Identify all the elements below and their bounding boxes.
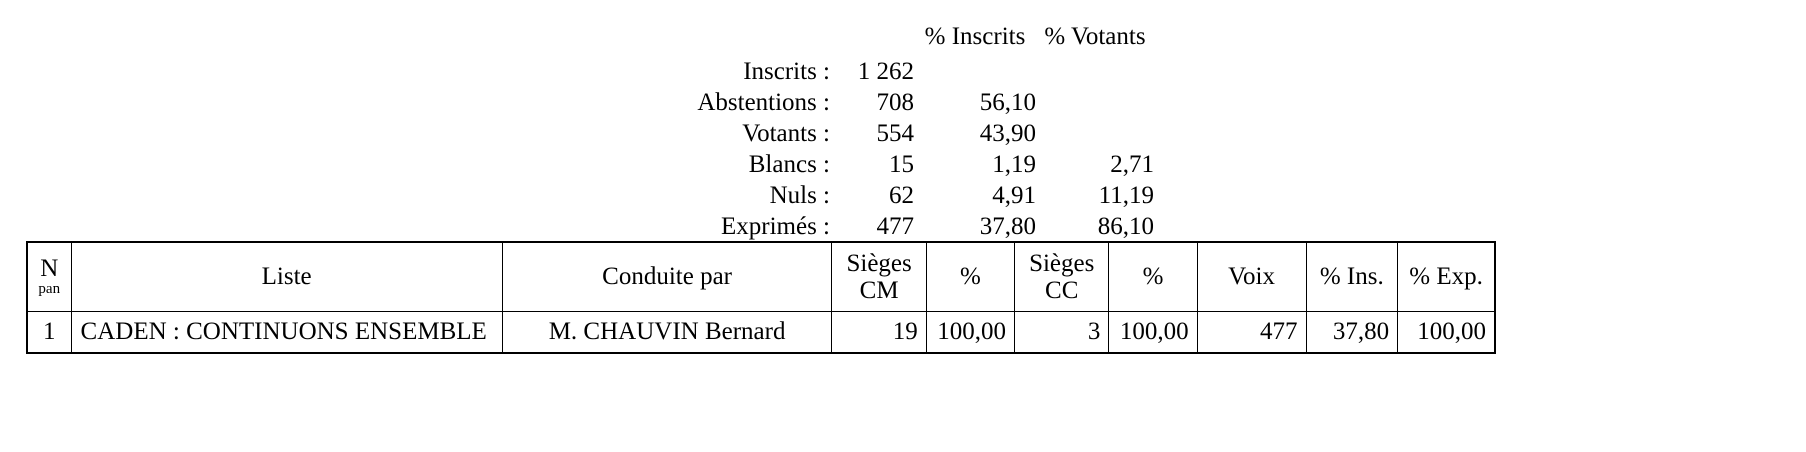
summary-pct-votants: 2,71 xyxy=(1110,151,1154,178)
cell-sieges-cc: 3 xyxy=(1015,312,1109,354)
table-row xyxy=(27,312,1495,354)
column-header-liste: Liste xyxy=(71,242,502,312)
summary-pct-inscrits xyxy=(914,57,1036,88)
cell-n: 1 xyxy=(27,312,71,354)
summary-pct-votants xyxy=(1036,57,1154,88)
summary-count: 554 xyxy=(876,120,914,147)
results-table xyxy=(26,241,1496,354)
summary-count: 1 262 xyxy=(857,58,914,85)
column-header-sieges-cm-line1: Sièges xyxy=(846,249,912,277)
summary-header-pct-votants: % Votants xyxy=(1044,23,1146,50)
column-header-pct-ins: % Ins. xyxy=(1306,242,1398,312)
column-header-sieges-cm xyxy=(832,242,926,312)
summary-pct-inscrits: 37,80 xyxy=(979,213,1036,240)
cell-sieges-cm: 19 xyxy=(832,312,926,354)
summary-label: Blancs : xyxy=(748,151,830,178)
column-header-pct-cc: % xyxy=(1109,242,1197,312)
summary-header-blank xyxy=(598,22,838,57)
summary-header-count xyxy=(838,22,914,57)
cell-liste: CADEN : CONTINUONS ENSEMBLE xyxy=(71,312,502,354)
column-header-sieges-cc xyxy=(1015,242,1109,312)
summary-label: Inscrits : xyxy=(743,58,830,85)
cell-pct-cc: 100,00 xyxy=(1109,312,1197,354)
column-header-n-main: N xyxy=(40,255,59,282)
column-header-n xyxy=(27,242,71,312)
summary-row-exprimes xyxy=(598,212,1154,243)
summary-header-row xyxy=(598,22,1154,57)
column-header-conduite-par: Conduite par xyxy=(502,242,832,312)
column-header-sieges-cm-line2: CM xyxy=(859,277,899,304)
summary-pct-votants: 11,19 xyxy=(1098,182,1154,209)
summary-row-inscrits xyxy=(598,57,1154,88)
summary-row-abstentions xyxy=(598,88,1154,119)
summary-pct-inscrits: 56,10 xyxy=(979,89,1036,116)
summary-row-blancs xyxy=(598,150,1154,181)
column-header-sieges-cc-line1: Sièges xyxy=(1029,249,1095,277)
summary-label: Votants : xyxy=(742,120,830,147)
summary-pct-inscrits: 4,91 xyxy=(992,182,1036,209)
results-header-row xyxy=(27,242,1495,312)
cell-conduite-par: M. CHAUVIN Bernard xyxy=(502,312,832,354)
summary-count: 708 xyxy=(876,89,914,116)
column-header-voix: Voix xyxy=(1197,242,1306,312)
cell-pct-cm: 100,00 xyxy=(926,312,1014,354)
cell-voix: 477 xyxy=(1197,312,1306,354)
summary-count: 477 xyxy=(876,213,914,240)
column-header-pct-exp: % Exp. xyxy=(1398,242,1495,312)
summary-pct-votants: 86,10 xyxy=(1097,213,1154,240)
summary-label: Nuls : xyxy=(769,182,830,209)
column-header-sieges-cc-line2: CC xyxy=(1045,277,1079,304)
summary-pct-inscrits: 1,19 xyxy=(992,151,1036,178)
summary-pct-inscrits: 43,90 xyxy=(979,120,1036,147)
summary-label: Abstentions : xyxy=(697,89,830,116)
summary-row-nuls xyxy=(598,181,1154,212)
summary-table xyxy=(598,22,1154,243)
summary-pct-votants xyxy=(1036,119,1154,150)
cell-pct-ins: 37,80 xyxy=(1306,312,1398,354)
summary-row-votants xyxy=(598,119,1154,150)
summary-label: Exprimés : xyxy=(720,213,830,240)
column-header-n-sub: pan xyxy=(38,281,61,298)
summary-count: 15 xyxy=(889,151,914,178)
summary-header-pct-inscrits: % Inscrits xyxy=(924,23,1026,50)
summary-pct-votants xyxy=(1036,88,1154,119)
cell-pct-exp: 100,00 xyxy=(1398,312,1495,354)
column-header-pct-cm: % xyxy=(926,242,1014,312)
summary-count: 62 xyxy=(889,182,914,209)
